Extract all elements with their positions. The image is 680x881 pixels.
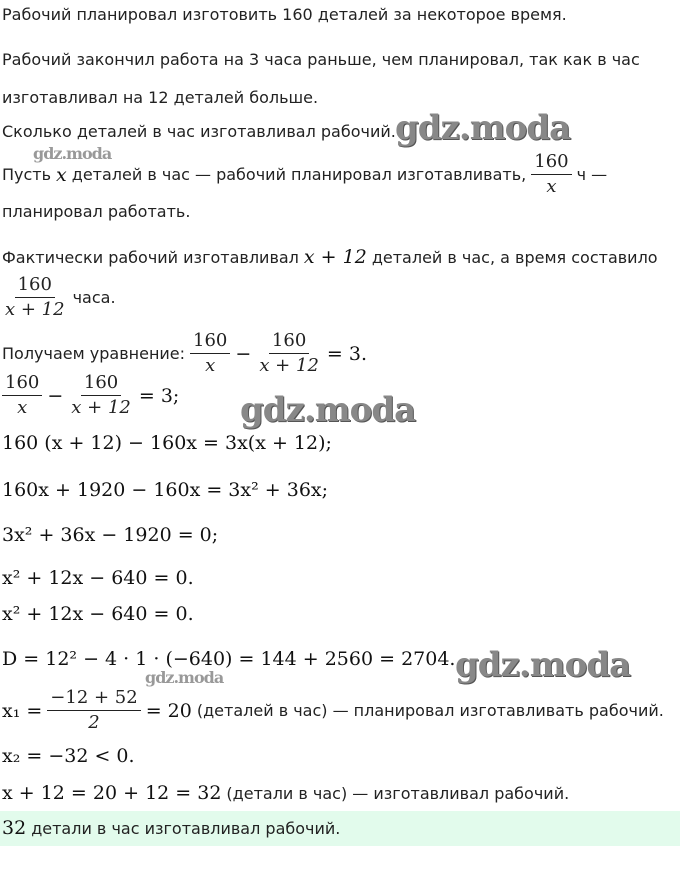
text: детали в час изготавливал рабочий. — [31, 818, 341, 838]
watermark: gdz.moda — [455, 645, 631, 685]
numerator: −12 + 52 — [47, 686, 140, 711]
math: 3x² + 36x − 1920 = 0; — [2, 524, 219, 546]
result-line — [2, 782, 569, 804]
text: Рабочий планировал изготовить 160 деталей за некоторое время. — [2, 5, 567, 24]
discriminant-line — [2, 648, 455, 670]
math-line — [2, 432, 332, 454]
numerator: 160 — [190, 329, 230, 354]
denominator: x — [205, 355, 216, 376]
text: (деталей в час) — планировал изготавливать рабочий. — [196, 701, 664, 720]
math-line — [2, 567, 194, 589]
math: x² + 12x − 640 = 0. — [2, 603, 194, 625]
answer-line — [2, 817, 340, 839]
math-line — [2, 603, 194, 625]
math: 160x + 1920 − 160x = 3x² + 36x; — [2, 479, 329, 501]
equation-line-2 — [2, 371, 179, 420]
numerator: 160 — [269, 329, 309, 354]
text: планировал работать. — [2, 202, 191, 221]
math: x + 12 — [303, 246, 367, 268]
denominator: x — [17, 397, 28, 418]
math: = 3. — [326, 342, 367, 365]
text: изготавливал на 12 деталей больше. — [2, 88, 319, 107]
numerator: 160 — [15, 273, 55, 298]
text: часа. — [72, 288, 116, 307]
math: D = 12² − 4 · 1 · (−640) = 144 + 2560 = 2704. — [2, 648, 456, 670]
fraction — [531, 150, 571, 199]
text: Рабочий закончил работа на 3 часа раньше, чем планировал, так как в час — [2, 50, 640, 69]
fraction — [190, 329, 230, 378]
root-2-line — [2, 745, 135, 767]
text: (детали в час) — изготавливал рабочий. — [226, 783, 570, 803]
math-line — [2, 479, 328, 501]
problem-line-1 — [2, 5, 567, 24]
text: деталей в час — рабочий планировал изготавливать, — [71, 165, 527, 184]
text: ч — — [576, 165, 608, 184]
math: x₁ = — [2, 699, 43, 722]
fraction — [47, 686, 140, 735]
math: = 3; — [138, 384, 180, 407]
denominator: 2 — [88, 712, 100, 733]
math: 32 — [2, 817, 27, 839]
problem-line-3 — [2, 88, 318, 107]
watermark: gdz.moda — [395, 108, 571, 148]
root-1-line — [2, 686, 664, 735]
math: x + 12 = 20 + 12 = 32 — [2, 782, 222, 804]
text: Фактически рабочий изготавливал — [2, 247, 299, 267]
numerator: 160 — [531, 150, 571, 175]
text: деталей в час, а время составило — [371, 247, 658, 267]
text: Пусть — [2, 165, 52, 184]
math: 160 (x + 12) − 160x = 3x(x + 12); — [2, 432, 332, 454]
fraction — [2, 273, 68, 322]
let-line — [2, 150, 607, 199]
question-line — [2, 122, 396, 141]
watermark-small: gdz.moda — [145, 668, 224, 687]
denominator: x + 12 — [259, 355, 319, 376]
problem-line-2 — [2, 50, 640, 69]
fraction — [256, 329, 322, 378]
math-line — [2, 524, 218, 546]
line-8 — [2, 246, 658, 268]
math: = 20 — [145, 699, 192, 722]
math: x² + 12x − 640 = 0. — [2, 567, 194, 589]
text: Сколько деталей в час изготавливал рабочий. — [2, 122, 396, 141]
watermark-small: gdz.moda — [33, 144, 112, 163]
numerator: 160 — [81, 371, 121, 396]
math: x — [56, 163, 67, 186]
math: − — [235, 342, 252, 365]
math: − — [47, 384, 64, 407]
denominator: x + 12 — [71, 397, 131, 418]
math: x₂ = −32 < 0. — [2, 745, 135, 767]
text: Получаем уравнение: — [2, 344, 186, 363]
numerator: 160 — [2, 371, 42, 396]
line-7 — [2, 202, 190, 221]
denominator: x + 12 — [5, 299, 65, 320]
watermark: gdz.moda — [240, 390, 416, 430]
denominator: x — [546, 176, 557, 197]
fraction — [68, 371, 134, 420]
line-9 — [2, 273, 116, 322]
fraction — [2, 371, 42, 420]
